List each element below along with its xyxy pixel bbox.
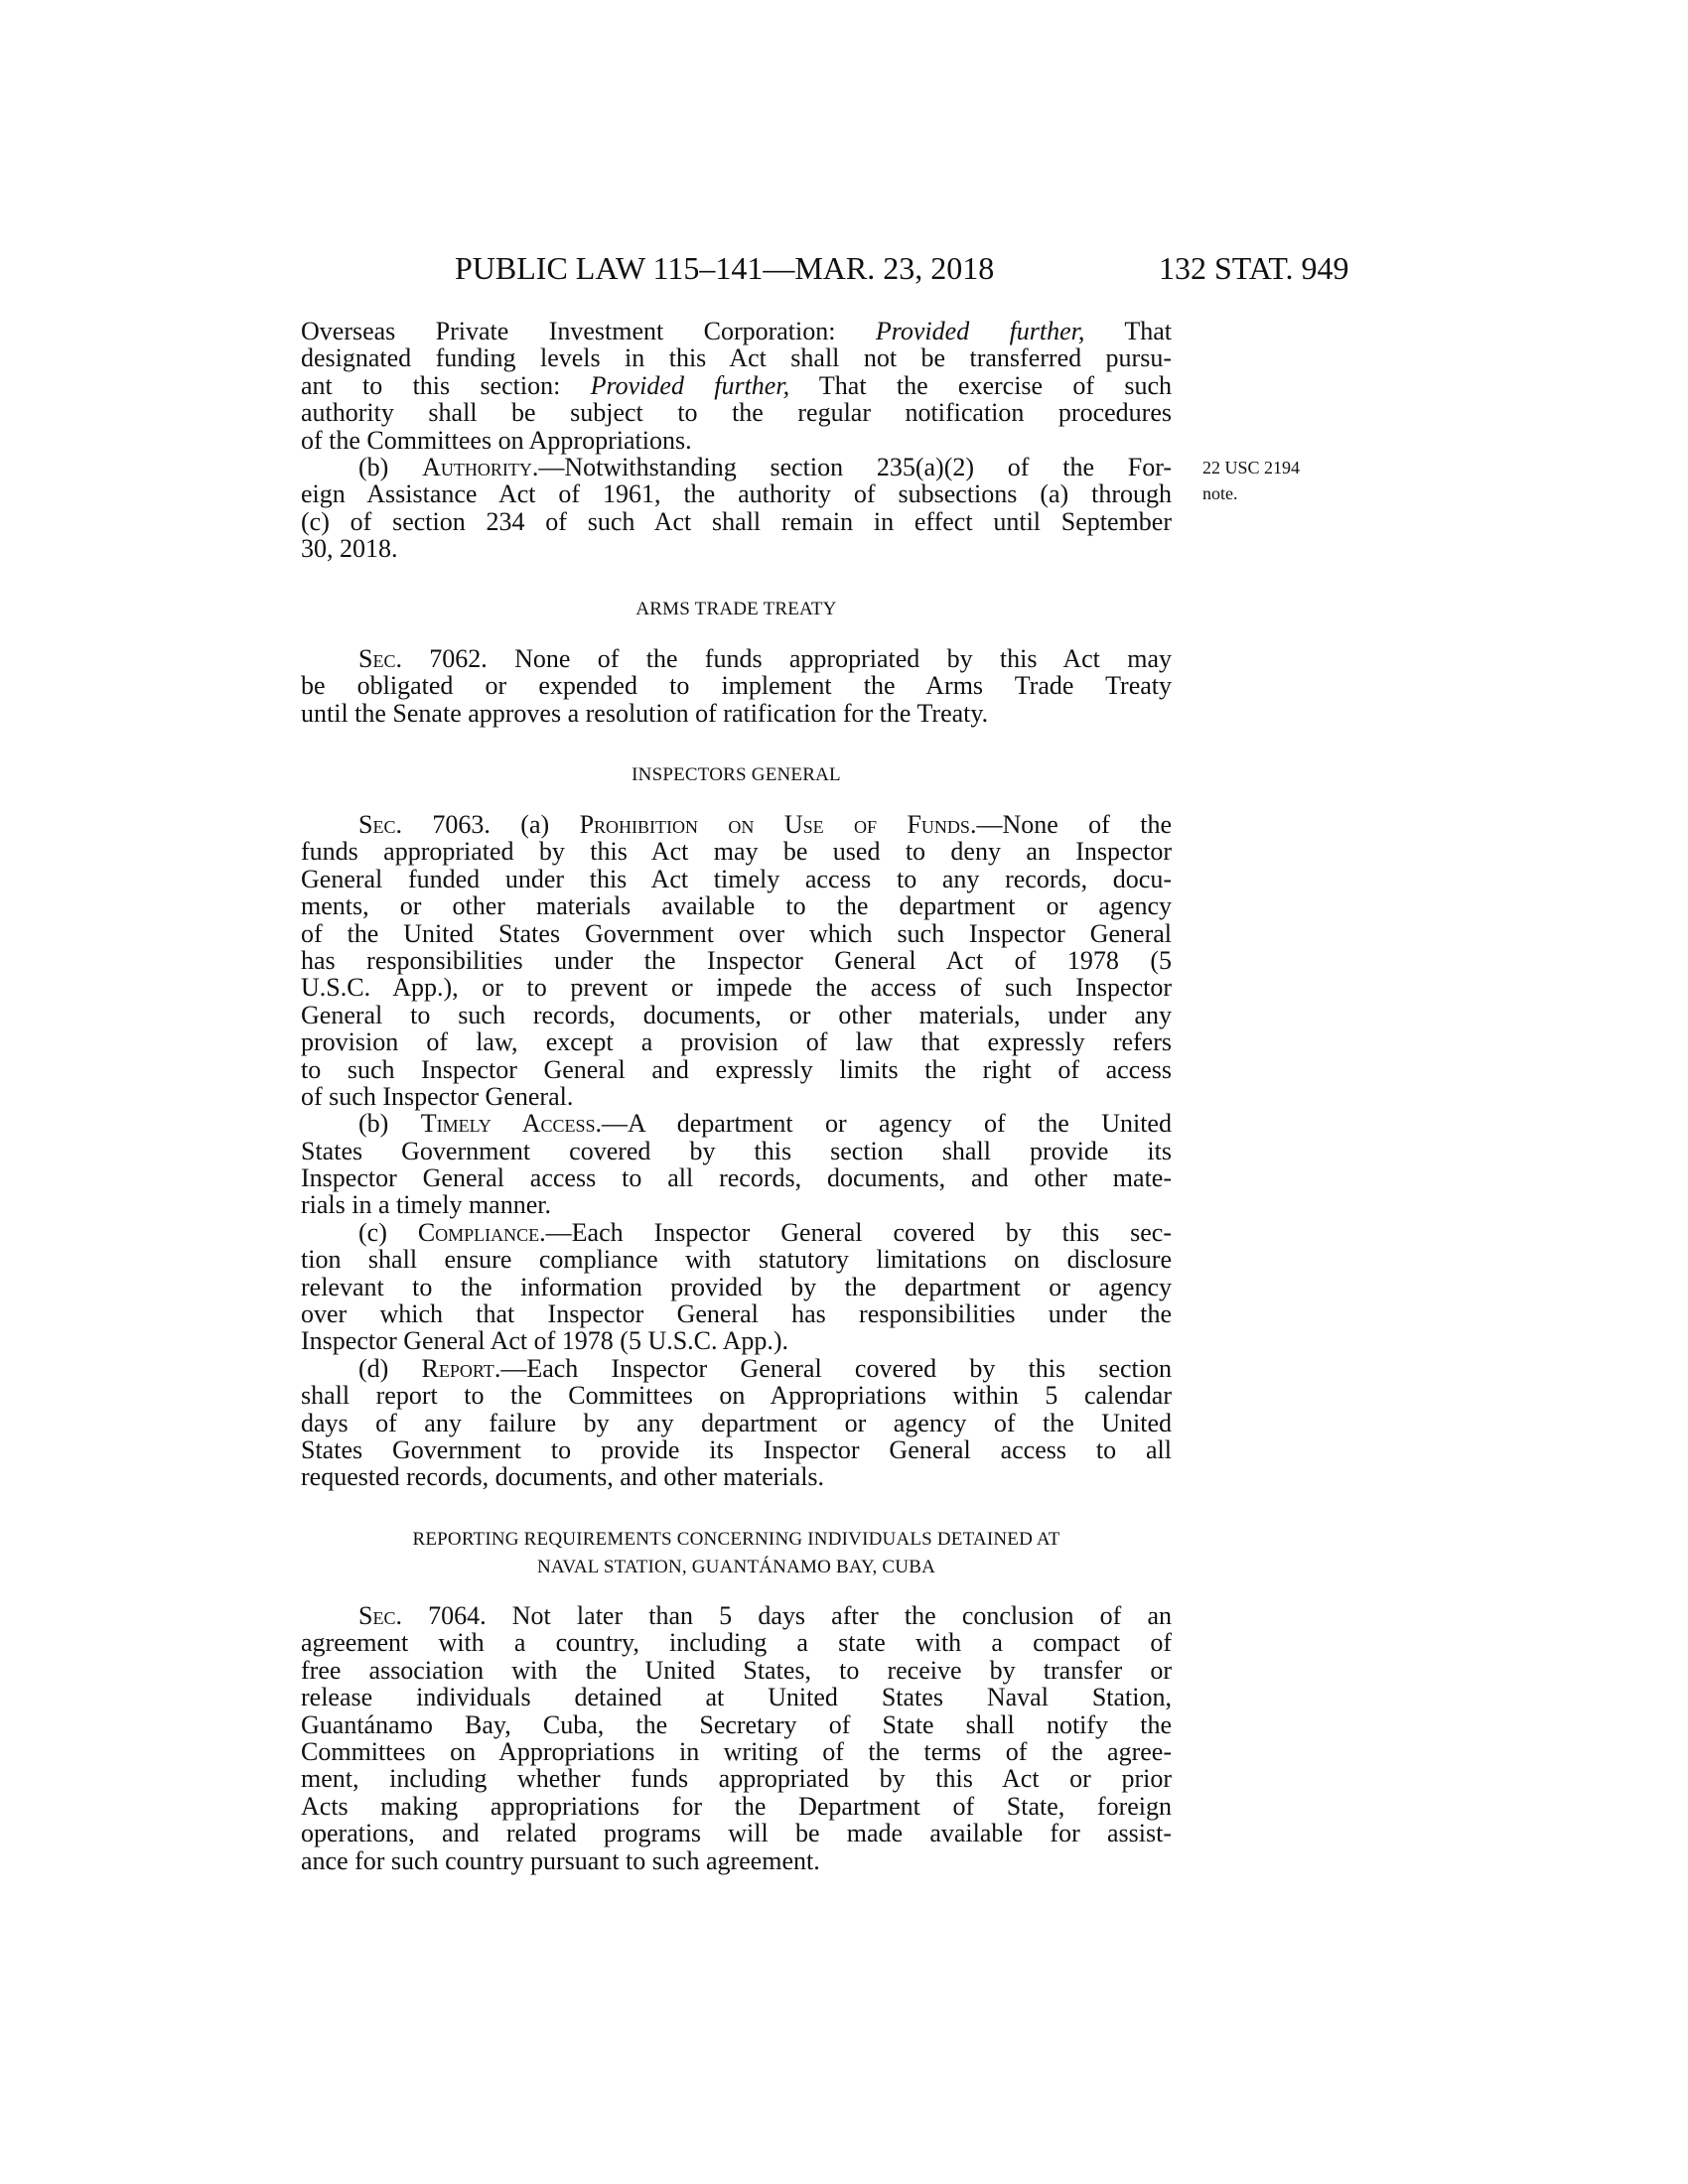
text-line [301,1382,1172,1409]
text-run: Committees on Appropriations in writing of the terms of the agree- [301,1736,1172,1766]
heading-line: NAVAL STATION, GUANTÁNAMO BAY, CUBA [536,1557,935,1577]
text-line [301,1002,1172,1028]
text-run: ment, including whether funds appropriated by this Act or prior [301,1764,1172,1794]
text-run: (c) [358,1217,418,1247]
text-line [301,974,1172,1001]
text-line [301,1219,1172,1246]
text-line [301,1110,1172,1137]
text-run: Guantánamo Bay, Cuba, the Secretary of State shall notify the [301,1709,1172,1739]
small-caps-text: Timely Access [420,1109,596,1139]
text-run: States Government covered by this section shall provide its [301,1136,1172,1165]
text-run: ments, or other materials available to the department or agency [301,891,1172,921]
text-line [301,1657,1172,1684]
text-line [301,1463,1172,1490]
section-7061-continuation [301,318,1172,563]
small-caps-text: Authority [422,452,532,481]
text-line [301,1711,1172,1738]
text-line [301,1083,1172,1110]
text-run: Inspector General access to all records, documents, and other mate- [301,1163,1172,1193]
text-line [301,399,1172,426]
text-line [301,1602,1172,1629]
text-line [301,1629,1172,1656]
text-line [301,1738,1172,1765]
text-line [301,1191,1172,1218]
page-number: 132 STAT. 949 [1159,250,1349,286]
text-line [301,1684,1172,1710]
small-caps-text: Sec [358,810,396,839]
text-line [301,454,1172,480]
text-line [301,1274,1172,1300]
text-run: of the Committees on Appropriations. [301,425,692,455]
small-caps-text: Sec [358,644,396,673]
text-run: has responsibilities under the Inspector General Act of 1978 (5 [301,945,1172,975]
text-run: operations, and related programs will be made available for assist- [301,1819,1172,1848]
text-run: ant to this section: [301,370,591,400]
text-line [301,1793,1172,1820]
text-run: of the United States Government over which such Inspector General [301,918,1172,948]
text-run: authority shall be subject to the regular notification procedures [301,398,1172,428]
text-run: free association with the United States, to receive by transfer or [301,1655,1172,1685]
text-line [301,1410,1172,1436]
text-run: until the Senate approves a resolution of ratification for the Treaty. [301,698,989,728]
text-line [301,1300,1172,1327]
text-run: eign Assistance Act of 1961, the authority of subsections (a) through [301,479,1172,509]
section-7064 [301,1602,1172,1874]
text-line [301,1138,1172,1164]
text-line [301,838,1172,865]
text-run: U.S.C. App.), or to prevent or impede the access of such Inspector [301,973,1172,1003]
italic-text: Provided further, [875,317,1085,345]
running-header-title: PUBLIC LAW 115–141—MAR. 23, 2018 [455,250,995,286]
text-run: That the exercise of such [789,370,1172,400]
text-run: 30, 2018. [301,534,398,564]
text-run: (b) [358,452,423,481]
text-line [301,1436,1172,1463]
text-line [301,344,1172,371]
text-line [301,947,1172,974]
heading-inspectors-general: INSPECTORS GENERAL [632,764,841,785]
text-run: General funded under this Act timely access to any records, docu- [301,864,1172,893]
text-run: release individuals detained at United States Naval Station, [301,1683,1172,1712]
text-run: .—A department or agency of the United [595,1109,1172,1139]
text-line [301,672,1172,699]
text-run: designated funding levels in this Act shall not be transferred pursu- [301,343,1172,373]
text-run: agreement with a country, including a state with a compact of [301,1628,1172,1658]
text-run: Inspector General Act of 1978 (5 U.S.C. App.). [301,1326,789,1356]
text-run: (c) of section 234 of such Act shall remain in effect until September [301,506,1172,536]
text-line [301,1355,1172,1382]
small-caps-text: Report [421,1353,494,1383]
text-line [301,892,1172,919]
text-line [301,645,1172,672]
text-line [301,318,1172,344]
text-line [301,508,1172,535]
text-run: (b) [358,1109,421,1139]
text-run: General to such records, documents, or other materials, under any [301,1000,1172,1029]
text-run: . 7064. Not later than 5 days after the conclusion of an [395,1601,1172,1630]
text-run: provision of law, except a provision of law that expressly refers [301,1027,1172,1057]
text-run: over which that Inspector General has responsibilities under the [301,1299,1172,1329]
text-run: That [1084,317,1172,345]
small-caps-text: Compliance [417,1217,540,1247]
text-line [301,535,1172,562]
text-line [301,1028,1172,1055]
text-line [301,811,1172,838]
text-run: Overseas Private Investment Corporation: [301,317,876,345]
text-line [301,1164,1172,1191]
text-run: days of any failure by any department or agency of the United [301,1408,1172,1437]
text-run: of such Inspector General. [301,1081,574,1111]
italic-text: Provided further, [590,370,790,400]
text-line [301,920,1172,947]
text-run: . 7063. (a) [395,810,580,839]
text-run: States Government to provide its Inspector General access to all [301,1434,1172,1464]
text-run: (d) [358,1353,422,1383]
text-line [301,372,1172,399]
text-run: .—Each Inspector General covered by this sec- [539,1217,1173,1247]
margin-note [1202,455,1300,506]
margin-note-suffix: note. [1202,483,1238,503]
text-run: .—Notwithstanding section 235(a)(2) of the For- [531,452,1172,481]
text-line [301,1820,1172,1846]
text-line [301,1056,1172,1083]
text-line [301,700,1172,727]
text-line [301,427,1172,454]
heading-line: REPORTING REQUIREMENTS CONCERNING INDIVIDUALS DETAINED AT [412,1529,1060,1550]
section-7062 [301,645,1172,727]
text-line [301,480,1172,507]
text-run: to such Inspector General and expressly limits the right of access [301,1054,1172,1084]
text-run: ance for such country pursuant to such agreement. [301,1845,820,1875]
text-line [301,1327,1172,1354]
text-line [301,1765,1172,1792]
text-run: rials in a timely manner. [301,1190,551,1220]
text-run: tion shall ensure compliance with statutory limitations on disclosure [301,1245,1172,1275]
small-caps-text: Prohibition on Use of Funds [579,810,970,839]
text-run: be obligated or expended to implement the Arms Trade Treaty [301,671,1172,701]
small-caps-text: Sec [358,1601,396,1630]
text-line [301,1246,1172,1273]
text-run: requested records, documents, and other materials. [301,1462,825,1492]
heading-reporting-requirements [301,1526,1172,1581]
text-line [301,866,1172,892]
text-line [301,1847,1172,1874]
text-run: . 7062. None of the funds appropriated by this Act may [395,644,1172,673]
margin-note-citation: 22 USC 2194 [1202,458,1301,478]
text-run: shall report to the Committees on Appropriations within 5 calendar [301,1381,1172,1411]
heading-arms-trade-treaty: ARMS TRADE TREATY [635,599,837,619]
text-run: funds appropriated by this Act may be used to deny an Inspector [301,837,1172,867]
text-run: Acts making appropriations for the Department of State, foreign [301,1791,1172,1821]
section-7063 [301,811,1172,1491]
text-run: relevant to the information provided by the department or agency [301,1272,1172,1301]
text-run: .—None of the [969,810,1173,839]
text-run: .—Each Inspector General covered by this section [493,1353,1172,1383]
